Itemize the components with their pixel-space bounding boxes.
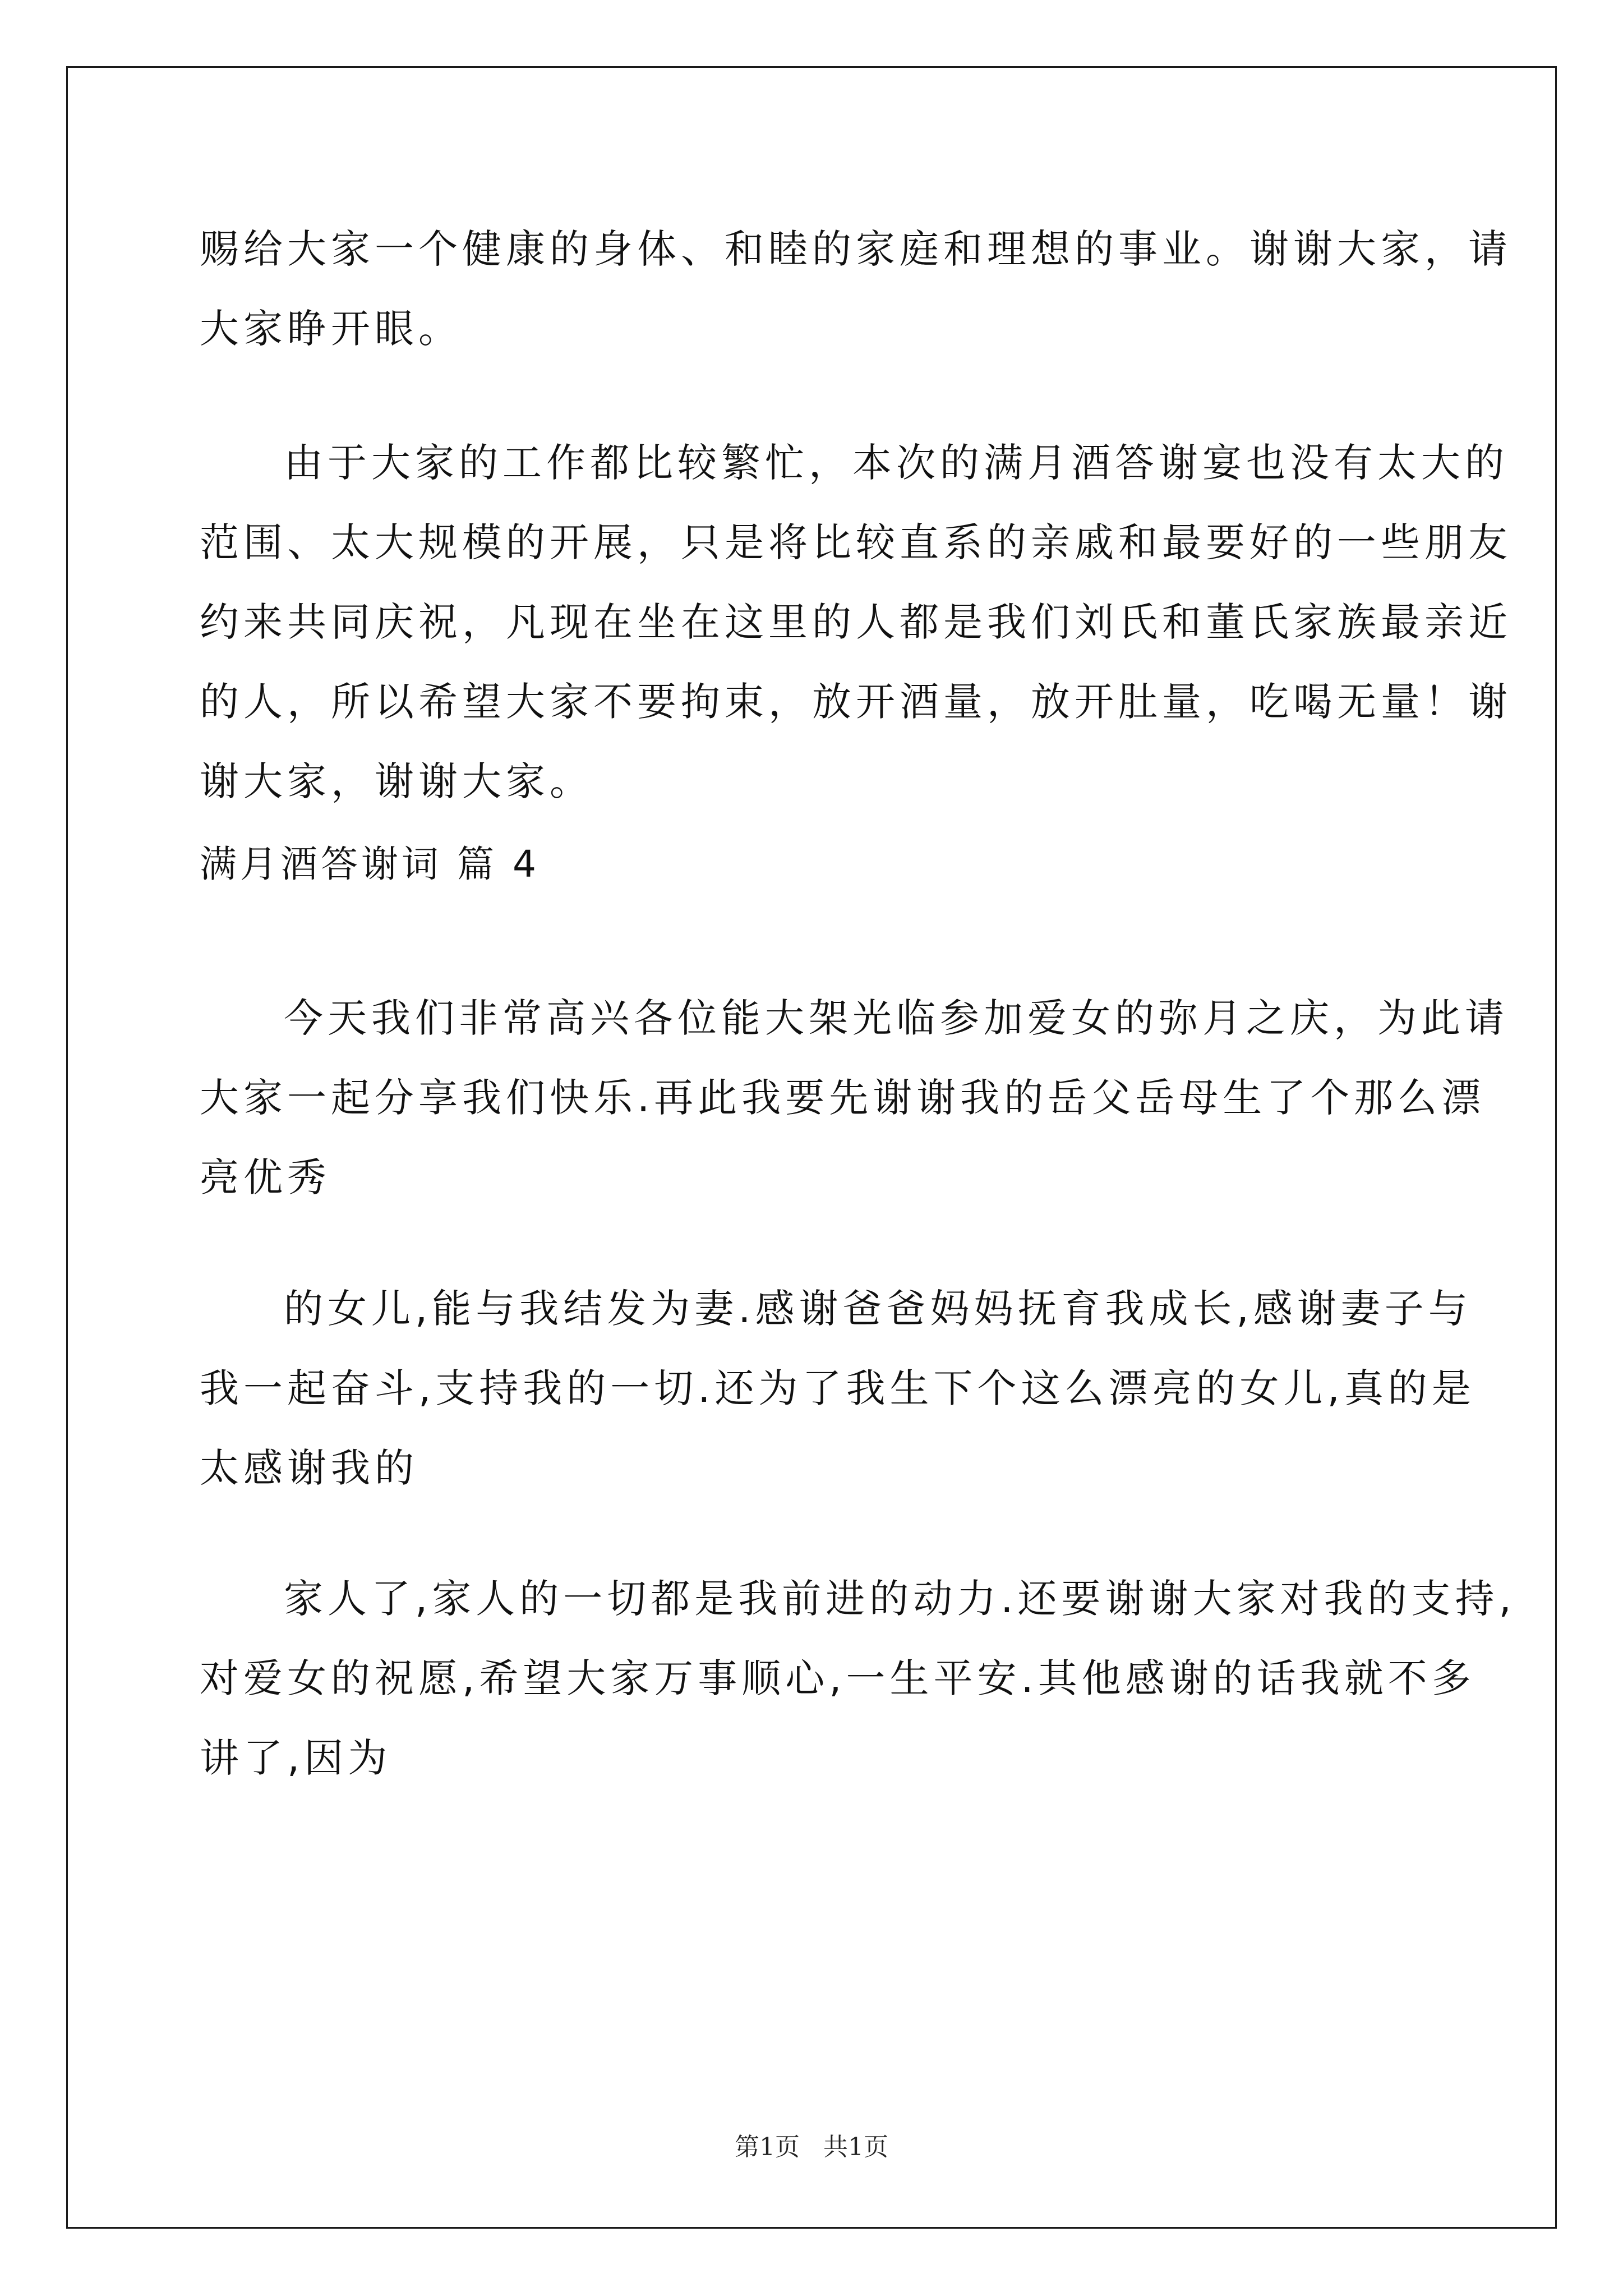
page-footer: 第1页 共1页 bbox=[735, 2133, 888, 2161]
text-line-6: 的人，所以希望大家不要拘束，放开酒量，放开肚量，吃喝无量！谢 bbox=[200, 679, 1512, 725]
section-heading: 满月酒答谢词 篇 4 bbox=[200, 843, 540, 886]
paragraph-start-line: 由于大家的工作都比较繁忙，本次的满月酒答谢宴也没有太大的 bbox=[284, 440, 1509, 486]
text-line-4: 范围、太大规模的开展，只是将比较直系的亲戚和最要好的一些朋友 bbox=[200, 519, 1512, 565]
text-line-13: 我一起奋斗,支持我的一切.还为了我生下个这么漂亮的女儿,真的是 bbox=[200, 1365, 1476, 1411]
text-line-7: 谢大家，谢谢大家。 bbox=[200, 758, 593, 804]
text-line-2: 大家睁开眼。 bbox=[200, 306, 462, 352]
paragraph-start-line: 家人了,家人的一切都是我前进的动力.还要谢谢大家对我的支持, bbox=[284, 1576, 1516, 1622]
text-line-14: 太感谢我的 bbox=[200, 1445, 418, 1491]
text-line-16: 对爱女的祝愿,希望大家万事顺心,一生平安.其他感谢的话我就不多 bbox=[200, 1655, 1476, 1701]
text-line-10: 大家一起分享我们快乐.再此我要先谢谢我的岳父岳母生了个那么漂 bbox=[200, 1075, 1486, 1121]
text-line-17: 讲了,因为 bbox=[200, 1735, 392, 1781]
text-line-1: 赐给大家一个健康的身体、和睦的家庭和理想的事业。谢谢大家，请 bbox=[200, 226, 1512, 272]
paragraph-start-line: 今天我们非常高兴各位能大架光临参加爱女的弥月之庆，为此请 bbox=[284, 995, 1509, 1041]
text-line-11: 亮优秀 bbox=[200, 1154, 331, 1200]
paragraph-start-line: 的女儿,能与我结发为妻.感谢爸爸妈妈抚育我成长,感谢妻子与 bbox=[284, 1286, 1472, 1332]
text-line-5: 约来共同庆祝，凡现在坐在这里的人都是我们刘氏和董氏家族最亲近 bbox=[200, 599, 1512, 645]
page-border bbox=[66, 66, 1557, 2229]
